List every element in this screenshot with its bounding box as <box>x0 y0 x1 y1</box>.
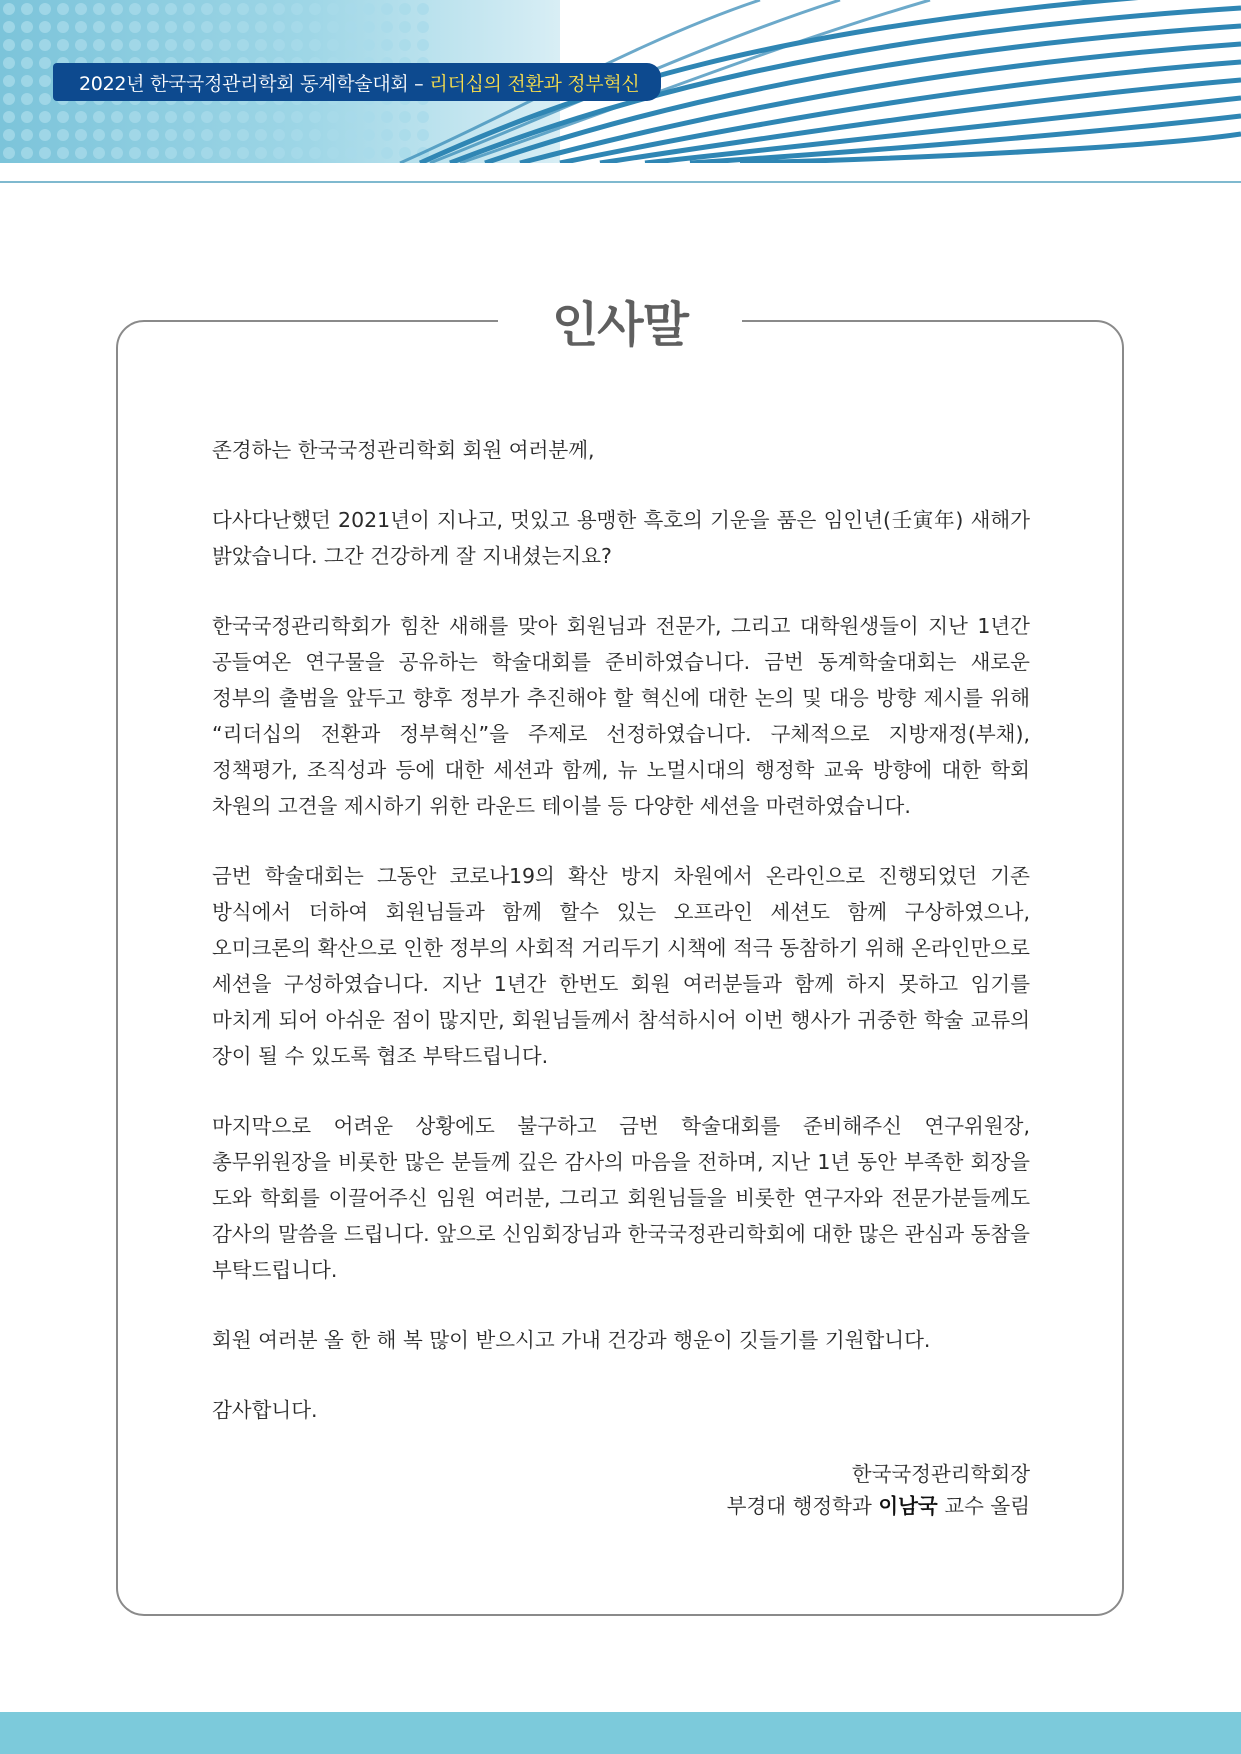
signature-title: 한국국정관리학회장 <box>851 1462 1030 1486</box>
title-wrap <box>498 290 742 353</box>
conference-banner <box>53 63 661 101</box>
paragraph: 한국국정관리학회가 힘찬 새해를 맞아 회원님과 전문가, 그리고 대학원생들이 지난 1년간 공들여온 연구물을 공유하는 학술대회를 준비하였습니다. 금번 동계학술대회는 새로운 정부의 출범을 앞두고 향후 정부가 추진해야 할 혁신에 대한 논의 및 대응 방향 제시를 위해 “리더십의 전환과 정부혁신”을 주제로 선정하였습니다. 구체적으로 지방재정(부채), 정책평가, 조직성과 등에 대한 세션과 함께, 뉴 노멀시대의 행정학 교육 방향에 대한 학회 차원의 고견을 제시하기 위한 라운드 테이블 등 다양한 세션을 마련하였습니다. <box>212 614 1030 818</box>
signature-name: 이남국 <box>878 1494 938 1518</box>
page-title: 인사말 <box>551 296 689 353</box>
signature-affiliation: 부경대 행정학과 <box>726 1494 872 1518</box>
paragraph: 마지막으로 어려운 상황에도 불구하고 금번 학술대회를 준비해주신 연구위원장, 총무위원장을 비롯한 많은 분들께 깊은 감사의 마음을 전하며, 지난 1년 동안 부족한 회장을 도와 학회를 이끌어주신 임원 여러분, 그리고 회원님들을 비롯한 연구자와 전문가분들께도 감사의 말씀을 드립니다. 앞으로 신임회장님과 한국국정관리학회에 대한 많은 관심과 동참을 부탁드립니다. <box>212 1114 1030 1282</box>
footer-bar <box>0 1712 1241 1754</box>
signature <box>212 1458 1030 1522</box>
signature-line <box>212 1490 1030 1522</box>
closing: 감사합니다. <box>212 1398 318 1422</box>
banner-theme: 리더십의 전환과 정부혁신 <box>429 72 640 95</box>
paragraph: 회원 여러분 올 한 해 복 많이 받으시고 가내 건강과 행운이 깃들기를 기원합니다. <box>212 1328 931 1352</box>
signature-suffix: 교수 올림 <box>944 1494 1030 1518</box>
salutation: 존경하는 한국국정관리학회 회원 여러분께, <box>212 438 595 462</box>
banner-prefix: 2022년 한국국정관리학회 동계학술대회 – <box>79 72 424 95</box>
header-divider <box>0 181 1241 183</box>
paragraph: 다사다난했던 2021년이 지나고, 멋있고 용맹한 흑호의 기운을 품은 임인년(壬寅年) 새해가 밝았습니다. 그간 건강하게 잘 지내셨는지요? <box>212 508 1030 568</box>
greeting-letter <box>212 432 1030 1522</box>
paragraph: 금번 학술대회는 그동안 코로나19의 확산 방지 차원에서 온라인으로 진행되었던 기존 방식에서 더하여 회원님들과 함께 할수 있는 오프라인 세션도 함께 구상하였으나, 오미크론의 확산으로 인한 정부의 사회적 거리두기 시책에 적극 동참하기 위해 온라인만으로 세션을 구성하였습니다. 지난 1년간 한번도 회원 여러분들과 함께 하지 못하고 임기를 마치게 되어 아쉬운 점이 많지만, 회원님들께서 참석하시어 이번 행사가 귀중한 학술 교류의 장이 될 수 있도록 협조 부탁드립니다. <box>212 864 1030 1068</box>
